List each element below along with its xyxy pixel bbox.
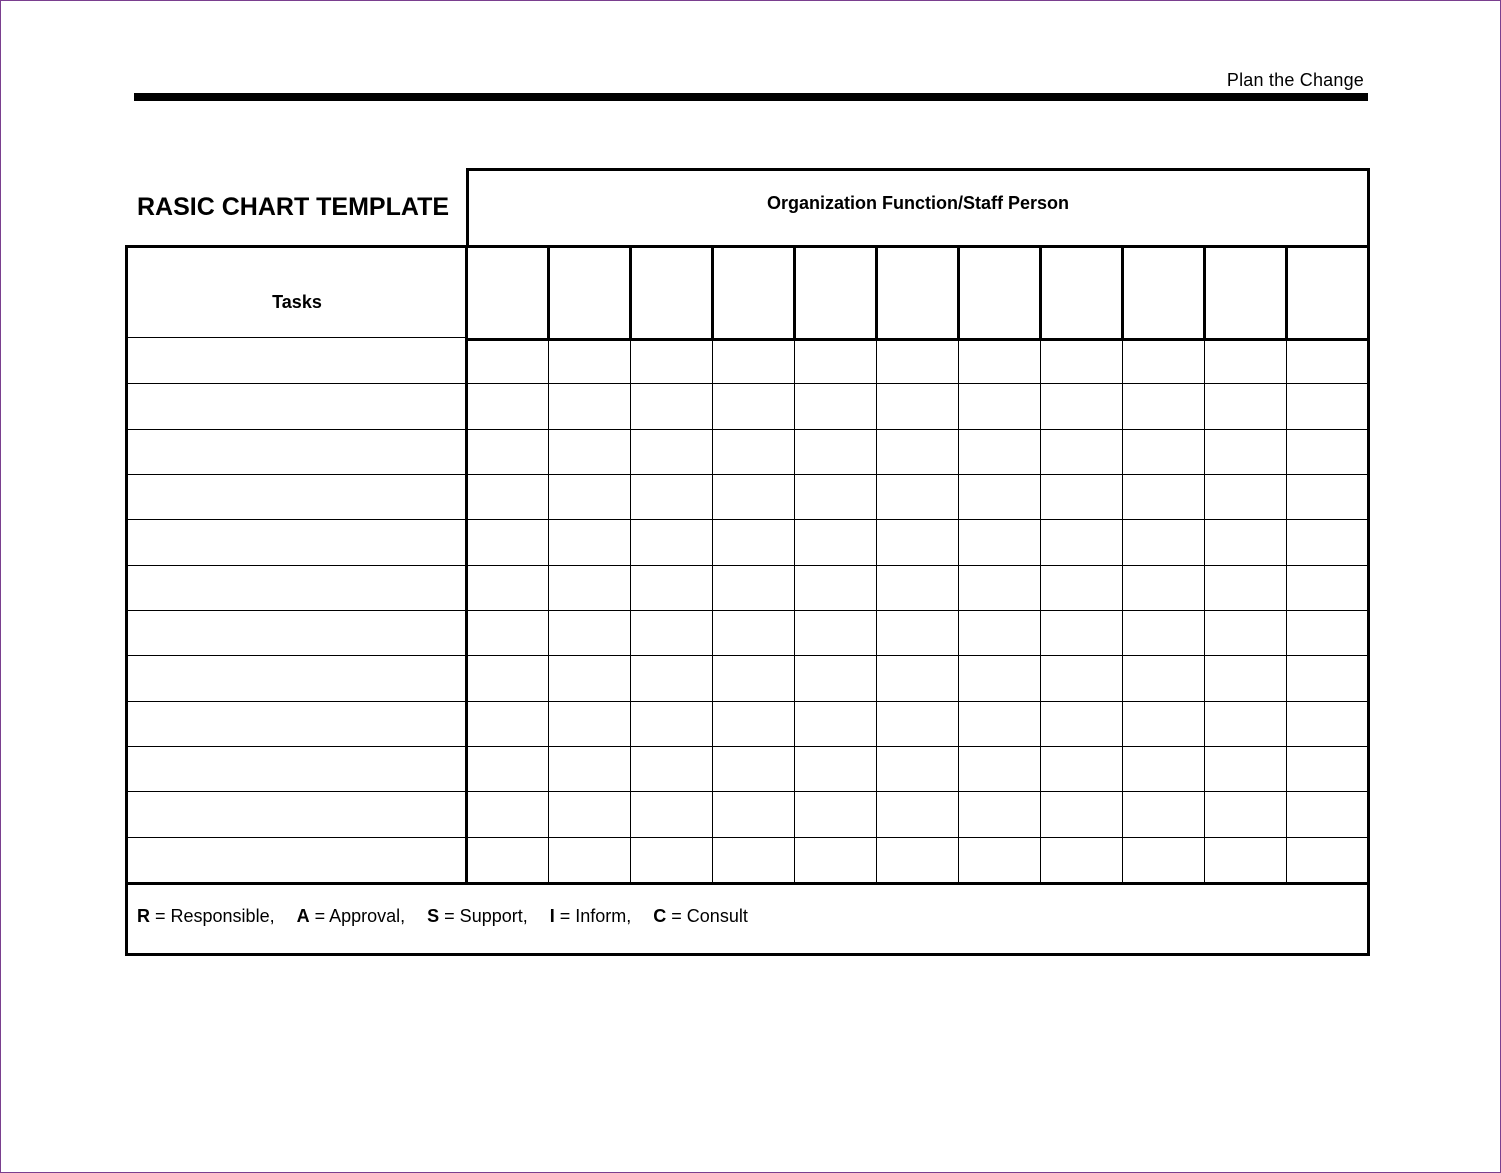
legend-meaning: = Approval, [309, 906, 406, 926]
task-cell[interactable] [128, 566, 465, 609]
legend-code: C [653, 906, 667, 926]
header-label: Plan the Change [1226, 70, 1364, 90]
function-column-header-divider [1039, 245, 1042, 338]
legend-box-bottom [125, 953, 1370, 956]
task-cell[interactable] [128, 702, 465, 745]
task-cell[interactable] [128, 339, 465, 382]
function-column-header-divider [957, 245, 960, 338]
legend-item [297, 906, 406, 926]
legend-meaning: = Consult [666, 906, 748, 926]
legend [137, 906, 770, 927]
legend-meaning: = Support, [439, 906, 528, 926]
legend-item [137, 906, 275, 926]
header-separator [125, 245, 1370, 248]
function-column-header-divider [1121, 245, 1124, 338]
legend-code: I [549, 906, 555, 926]
tasks-header: Tasks [272, 292, 322, 312]
subheader-separator-right [466, 338, 1370, 341]
function-column-header-divider [793, 245, 796, 338]
function-column-header-divider [875, 245, 878, 338]
header-rule [134, 93, 1368, 101]
task-cell[interactable] [128, 656, 465, 699]
legend-code: S [427, 906, 440, 926]
legend-item [653, 906, 748, 926]
function-column-header-divider [1285, 245, 1288, 338]
legend-code: R [137, 906, 150, 926]
function-column-header-divider [547, 245, 550, 338]
function-column-header-divider [629, 245, 632, 338]
task-cell[interactable] [128, 520, 465, 563]
subheader-separator-left [125, 337, 466, 338]
function-header: Organization Function/Staff Person [766, 193, 1069, 213]
legend-code: A [296, 906, 310, 926]
task-cell[interactable] [128, 792, 465, 835]
function-column-header-divider [711, 245, 714, 338]
task-cell[interactable] [128, 384, 465, 427]
task-cell[interactable] [128, 430, 465, 473]
task-cell[interactable] [128, 838, 465, 881]
legend-box-top [125, 882, 1370, 885]
legend-item [550, 906, 632, 926]
task-cell[interactable] [128, 747, 465, 790]
legend-item [427, 906, 528, 926]
legend-meaning: = Responsible, [150, 906, 275, 926]
chart-title: RASIC CHART TEMPLATE [137, 193, 450, 221]
task-cell[interactable] [128, 475, 465, 518]
function-column-header-divider [1203, 245, 1206, 338]
legend-meaning: = Inform, [554, 906, 632, 926]
function-box-left [466, 168, 469, 245]
task-cell[interactable] [128, 611, 465, 654]
function-box-top [466, 168, 1370, 171]
